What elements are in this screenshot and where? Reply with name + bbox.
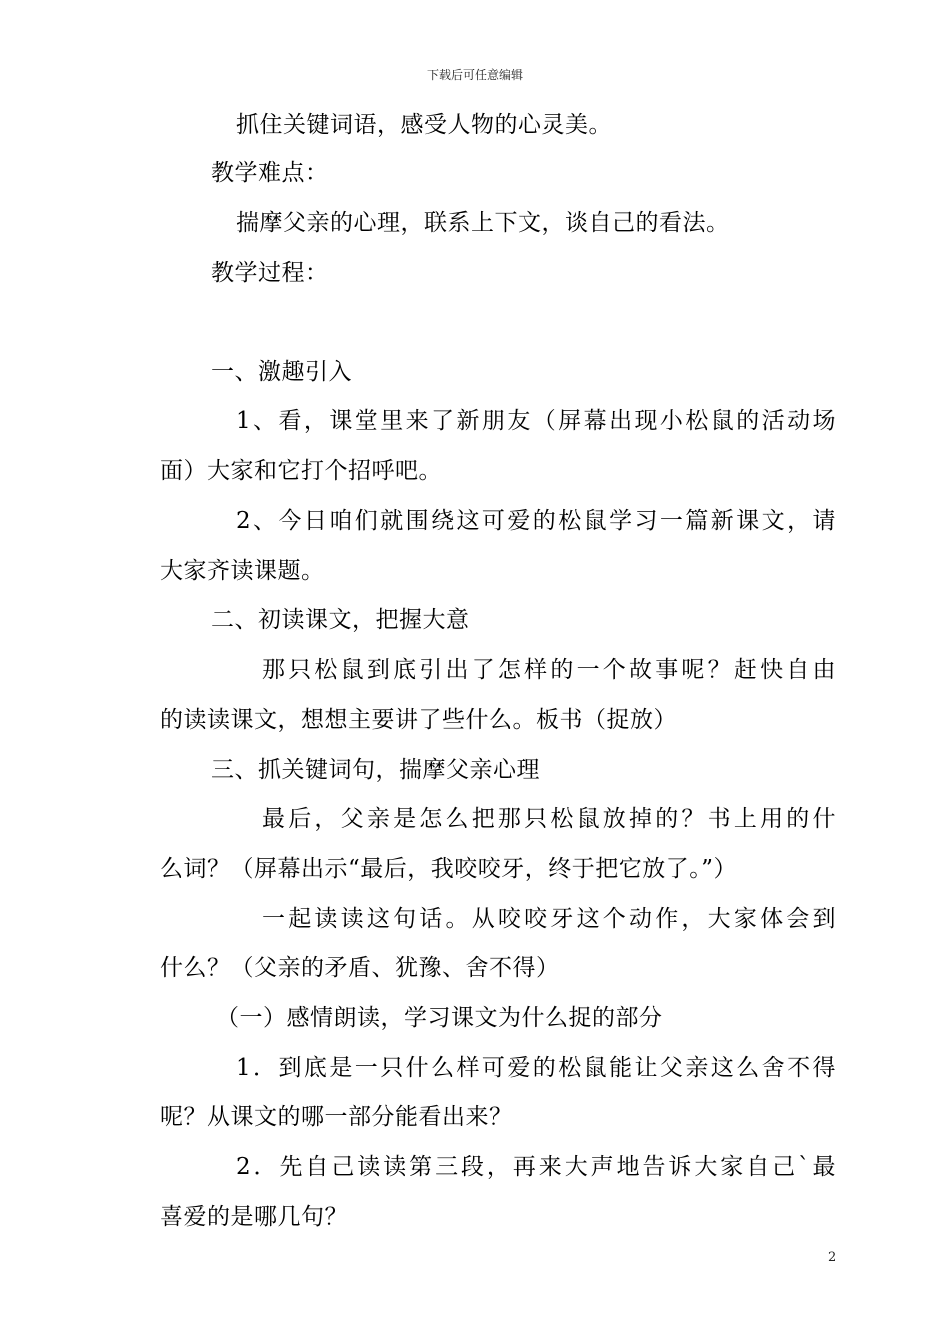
text-line: 一起读读这句话。从咬咬牙这个动作，大家体会到: [262, 906, 836, 932]
text-line: 那只松鼠到底引出了怎样的一个故事呢？赶快自由: [262, 657, 836, 683]
text-line: 面）大家和它打个招呼吧。: [160, 458, 442, 484]
subsection-heading: （一）感情朗读，学习课文为什么捉的部分: [216, 1005, 663, 1031]
text-line: 什么？（父亲的矛盾、犹豫、舍不得）: [160, 955, 560, 981]
page-header: 下载后可任意编辑: [426, 68, 523, 82]
text-line: 呢？从课文的哪一部分能看出来？: [160, 1104, 513, 1130]
text-line: 1．到底是一只什么样可爱的松鼠能让父亲这么舍不得: [236, 1055, 836, 1081]
text-line: 教学过程：: [211, 260, 329, 286]
text-line: 的读读课文，想想主要讲了些什么。板书（捉放）: [160, 707, 677, 733]
text-line: 2．先自己读读第三段，再来大声地告诉大家自己`最: [236, 1154, 836, 1180]
section-heading: 一、激趣引入: [211, 359, 352, 385]
text-line: 2、今日咱们就围绕这可爱的松鼠学习一篇新课文，请: [236, 508, 836, 534]
text-line: 教学难点：: [211, 160, 329, 186]
page-number: 2: [828, 1250, 837, 1265]
text-line: 最后，父亲是怎么把那只松鼠放掉的？书上用的什: [262, 806, 836, 832]
text-line: 大家齐读课题。: [160, 558, 325, 584]
section-heading: 二、初读课文，把握大意: [211, 607, 470, 633]
text-line: 揣摩父亲的心理，联系上下文，谈自己的看法。: [236, 210, 730, 236]
section-heading: 三、抓关键词句，揣摩父亲心理: [211, 757, 540, 783]
text-line: 喜爱的是哪几句？: [160, 1204, 348, 1230]
text-line: 抓住关键词语，感受人物的心灵美。: [236, 112, 612, 138]
text-line: 1、看，课堂里来了新朋友（屏幕出现小松鼠的活动场: [236, 408, 836, 434]
text-line: 么词？（屏幕出示“最后，我咬咬牙，终于把它放了。”）: [160, 856, 738, 882]
